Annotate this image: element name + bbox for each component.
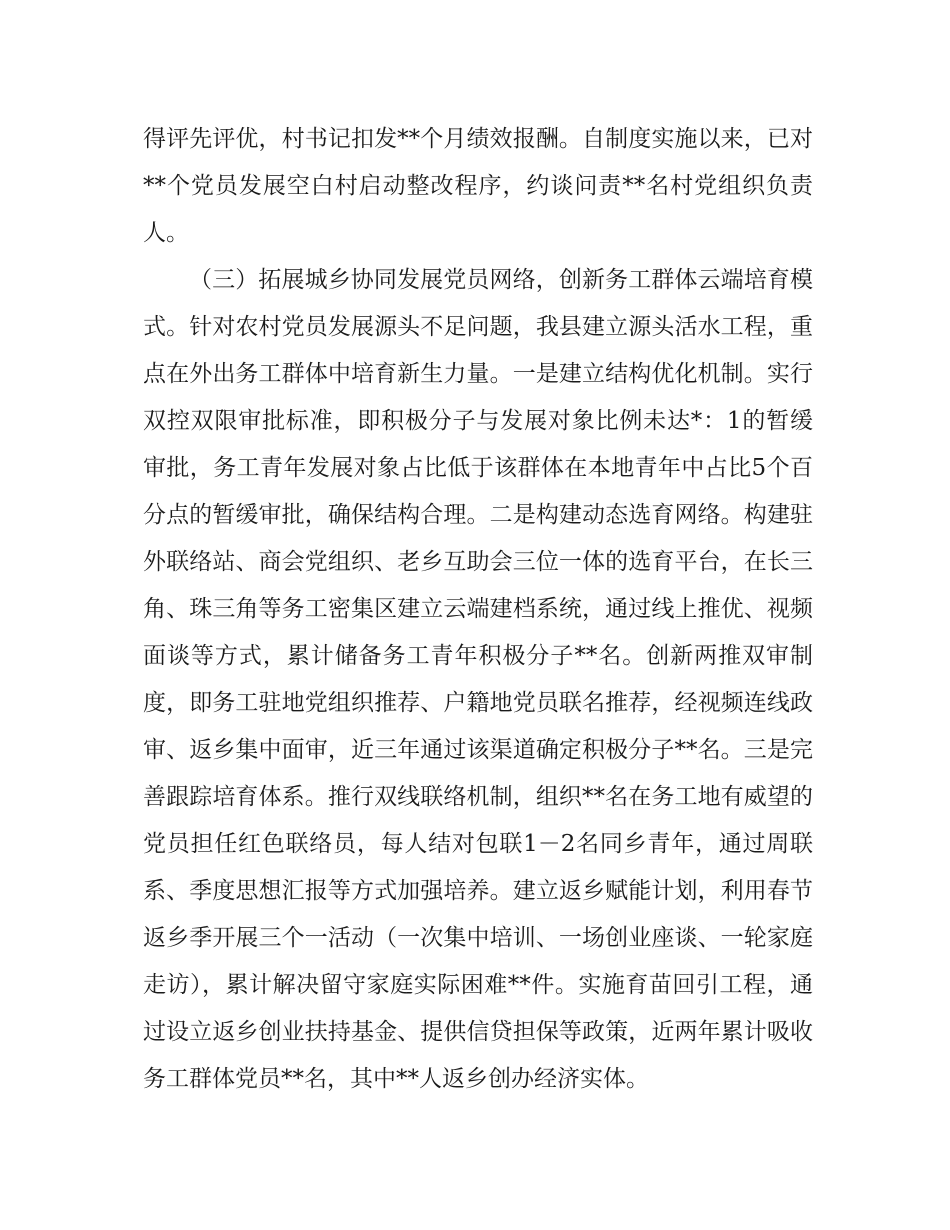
paragraph-continued: 得评先评优，村书记扣发**个月绩效报酬。自制度实施以来，已对**个党员发展空白村启动整改程序，约谈问责**名村党组织负责人。 xyxy=(143,126,813,246)
document-body xyxy=(143,116,813,1103)
paragraph-section-three: （三）拓展城乡协同发展党员网络，创新务工群体云端培育模式。针对农村党员发展源头不足问题，我县建立源头活水工程，重点在外出务工群体中培育新生力量。一是建立结构优化机制。实行双控双限审批标准，即积极分子与发展对象比例未达*：1的暂缓审批，务工青年发展对象占比低于该群体在本地青年中占比5个百分点的暂缓审批，确保结构合理。二是构建动态选育网络。构建驻外联络站、商会党组织、老乡互助会三位一体的选育平台，在长三角、珠三角等务工密集区建立云端建档系统，通过线上推优、视频面谈等方式，累计储备务工青年积极分子**名。创新两推双审制度，即务工驻地党组织推荐、户籍地党员联名推荐，经视频连线政审、返乡集中面审，近三年通过该渠道确定积极分子**名。三是完善跟踪培育体系。推行双线联络机制，组织**名在务工地有威望的党员担任红色联络员，每人结对包联1－2名同乡青年，通过周联系、季度思想汇报等方式加强培养。建立返乡赋能计划，利用春节返乡季开展三个一活动（一次集中培训、一场创业座谈、一轮家庭走访），累计解决留守家庭实际困难**件。实施育苗回引工程，通过设立返乡创业扶持基金、提供信贷担保等政策，近两年累计吸收务工群体党员**名，其中**人返乡创办经济实体。 xyxy=(143,267,813,1092)
